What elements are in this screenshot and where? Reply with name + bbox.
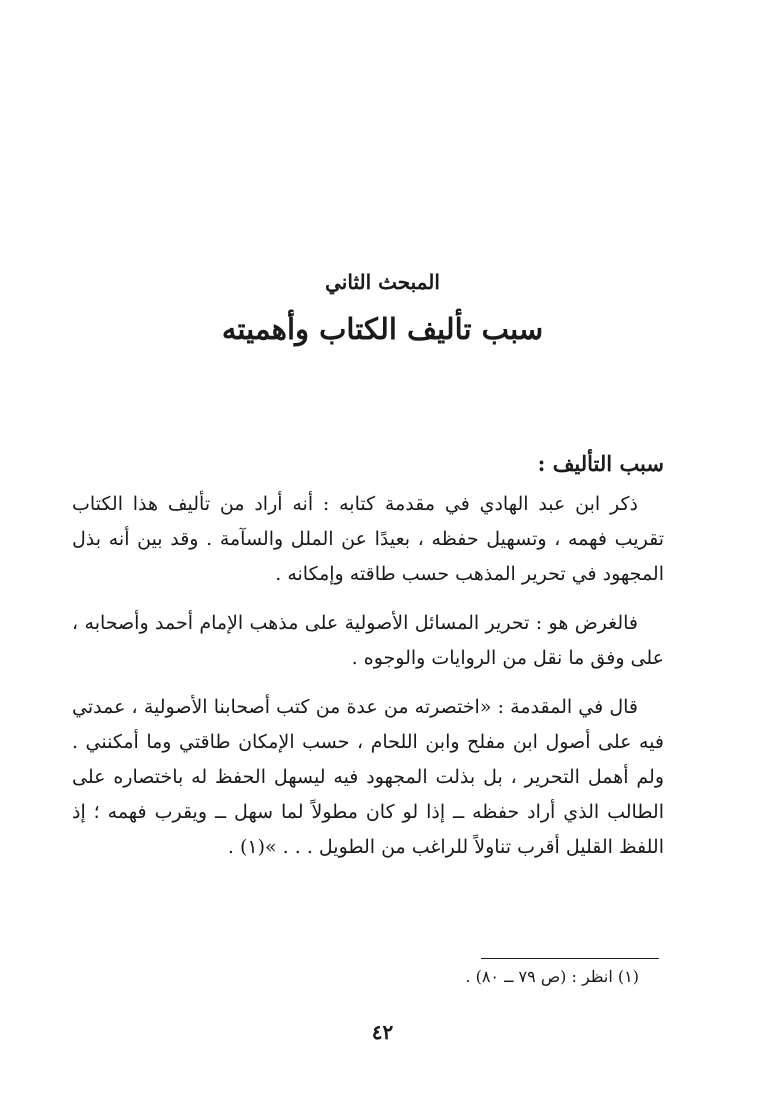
paragraph-3: قال في المقدمة : «اختصرته من عدة من كتب أصحابنا الأصولية ، عمدتي فيه على أصول ابن مفلح وابن اللحام ، حسب الإمكان طاقتي وما أمكنني . ولم أهمل التحرير ، بل بذلت المجهود فيه ليسهل الحفظ له باختصاره على الطالب الذي أراد حفظه ــ إذا لو كان مطولاً لما سهل ــ ويقرب فهمه ؛ إذ اللفظ القليل أقرب تناولاً للراغب من الطويل . . . »(١) . (72, 696, 664, 858)
footnote-divider (481, 958, 659, 959)
subheading: سبب التأليف : (537, 451, 664, 476)
section-title: سبب تأليف الكتاب وأهميته (221, 312, 544, 346)
footnote: (١) انظر : (ص ٧٩ ــ ٨٠) . (465, 967, 639, 986)
page-number: ٤٢ (371, 1020, 394, 1044)
body-text (72, 446, 664, 879)
section-label: المبحث الثاني (325, 270, 440, 294)
paragraph-1: ذكر ابن عبد الهادي في مقدمة كتابه : أنه أراد من تأليف هذا الكتاب تقريب فهمه ، وتسهيل حفظه ، بعيدًا عن الملل والسآمة . وقد بين أنه بذل المجهود في تحرير المذهب حسب طاقته وإمكانه . (72, 493, 664, 585)
paragraph-2: فالغرض هو : تحرير المسائل الأصولية على مذهب الإمام أحمد وأصحابه ، على وفق ما نقل من الروايات والوجوه . (72, 612, 664, 669)
